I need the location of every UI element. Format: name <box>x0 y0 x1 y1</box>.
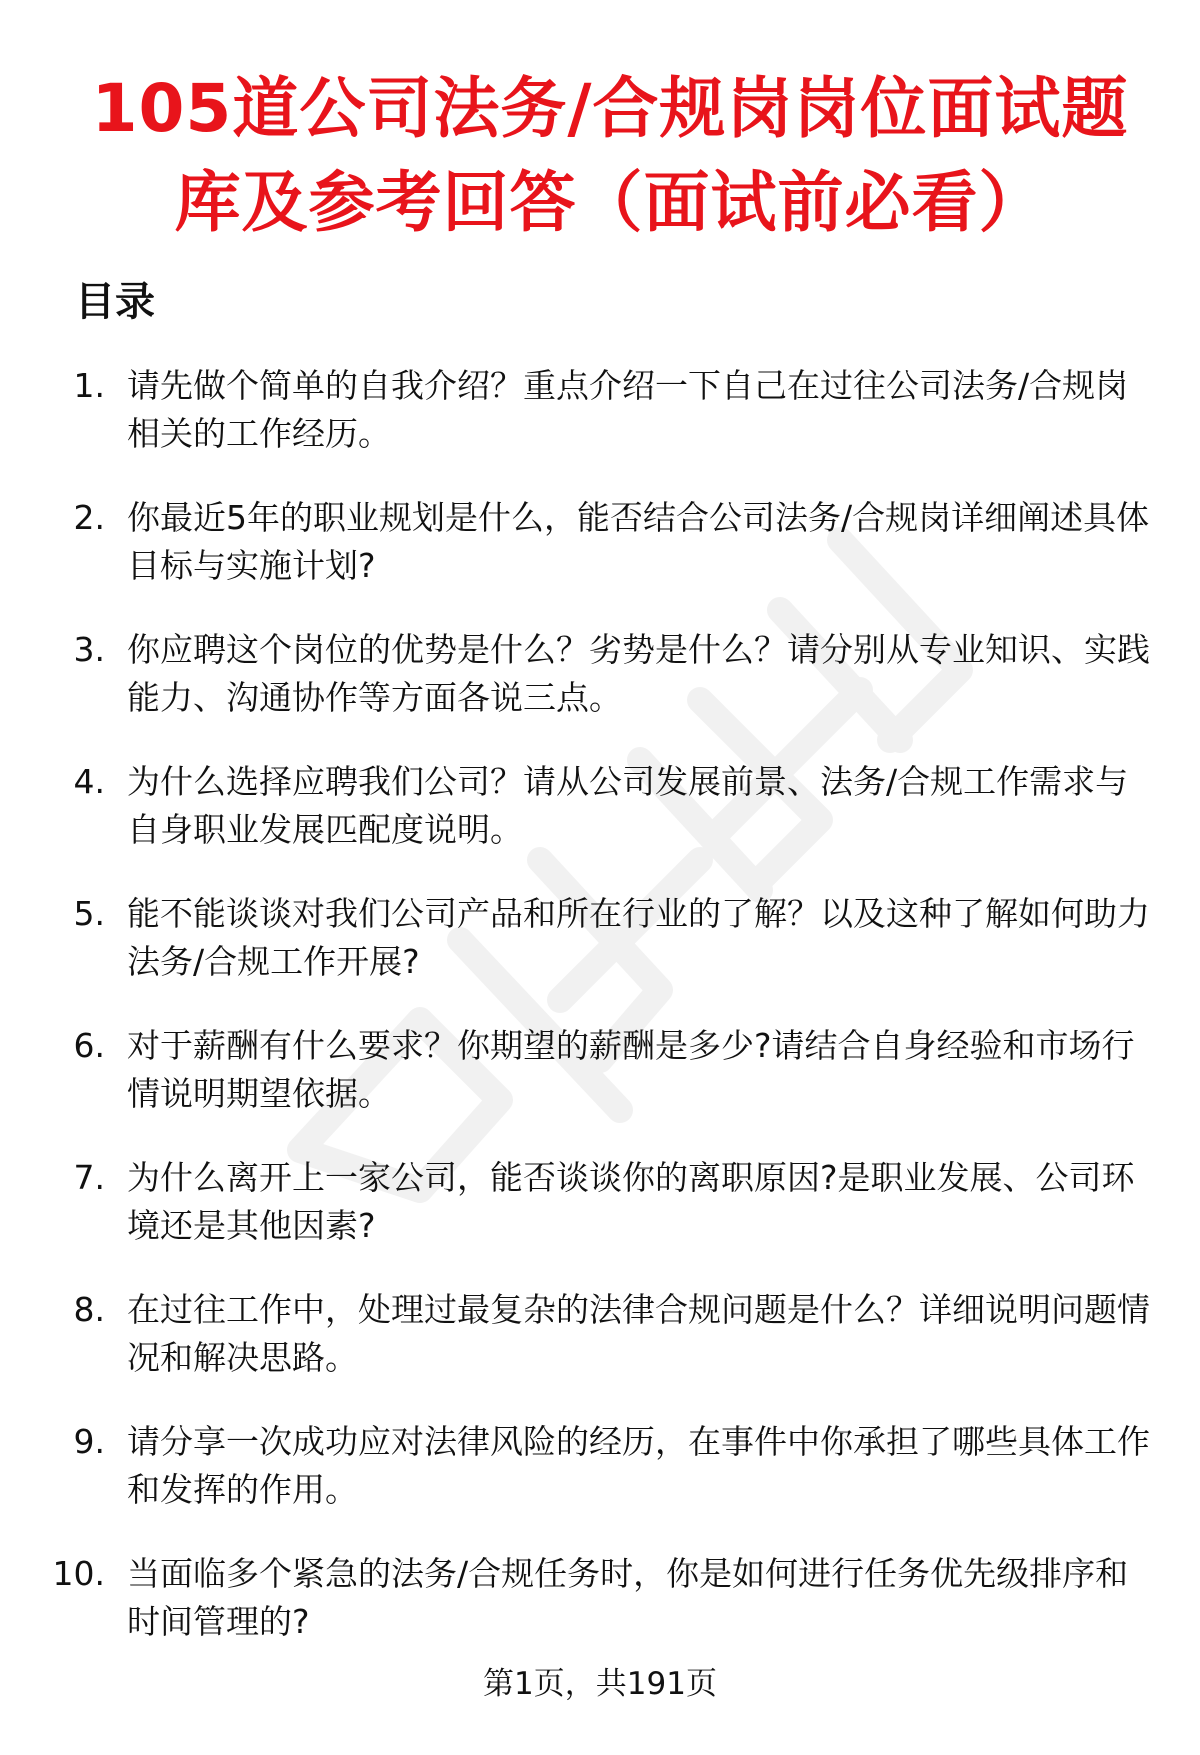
list-item <box>0 890 1200 1022</box>
question-number: 8. <box>73 1290 105 1329</box>
question-number: 1. <box>73 366 105 405</box>
list-item <box>0 362 1200 494</box>
question-text: 为什么选择应聘我们公司？请从公司发展前景、法务/合规工作需求与自身职业发展匹配度说明。 <box>127 762 1129 849</box>
question-number: 7. <box>73 1158 105 1197</box>
question-number: 5. <box>73 894 105 933</box>
question-number: 4. <box>73 762 105 801</box>
question-text: 在过往工作中，处理过最复杂的法律合规问题是什么？详细说明问题情况和解决思路。 <box>127 1290 1150 1377</box>
list-item <box>0 1286 1200 1418</box>
question-number: 6. <box>73 1026 105 1065</box>
list-item <box>0 626 1200 758</box>
question-text: 当面临多个紧急的法务/合规任务时，你是如何进行任务优先级排序和时间管理的? <box>127 1554 1129 1641</box>
list-item <box>0 1418 1200 1550</box>
question-text: 请先做个简单的自我介绍？重点介绍一下自己在过往公司法务/合规岗相关的工作经历。 <box>127 366 1129 453</box>
list-item <box>0 1022 1200 1154</box>
document-title: 105道公司法务/合规岗岗位面试题库及参考回答（面试前必看） <box>91 70 1129 241</box>
question-number: 2. <box>73 498 105 537</box>
question-text: 对于薪酬有什么要求？你期望的薪酬是多少?请结合自身经验和市场行情说明期望依据。 <box>127 1026 1135 1113</box>
question-number: 10. <box>52 1554 105 1593</box>
question-text: 你最近5年的职业规划是什么，能否结合公司法务/合规岗详细阐述具体目标与实施计划? <box>127 498 1150 585</box>
question-text: 能不能谈谈对我们公司产品和所在行业的了解？以及这种了解如何助力法务/合规工作开展? <box>127 894 1150 981</box>
list-item <box>0 494 1200 626</box>
question-number: 3. <box>73 630 105 669</box>
toc-heading: 目录 <box>75 279 155 325</box>
page-footer: 第1页，共191页 <box>483 1666 717 1702</box>
question-text: 为什么离开上一家公司，能否谈谈你的离职原因?是职业发展、公司环境还是其他因素? <box>127 1158 1135 1245</box>
question-text: 请分享一次成功应对法律风险的经历，在事件中你承担了哪些具体工作和发挥的作用。 <box>127 1422 1150 1509</box>
question-number: 9. <box>73 1422 105 1461</box>
list-item <box>0 758 1200 890</box>
question-list <box>0 362 1200 1682</box>
question-text: 你应聘这个岗位的优势是什么？劣势是什么？请分别从专业知识、实践能力、沟通协作等方面各说三点。 <box>127 630 1150 717</box>
list-item <box>0 1154 1200 1286</box>
